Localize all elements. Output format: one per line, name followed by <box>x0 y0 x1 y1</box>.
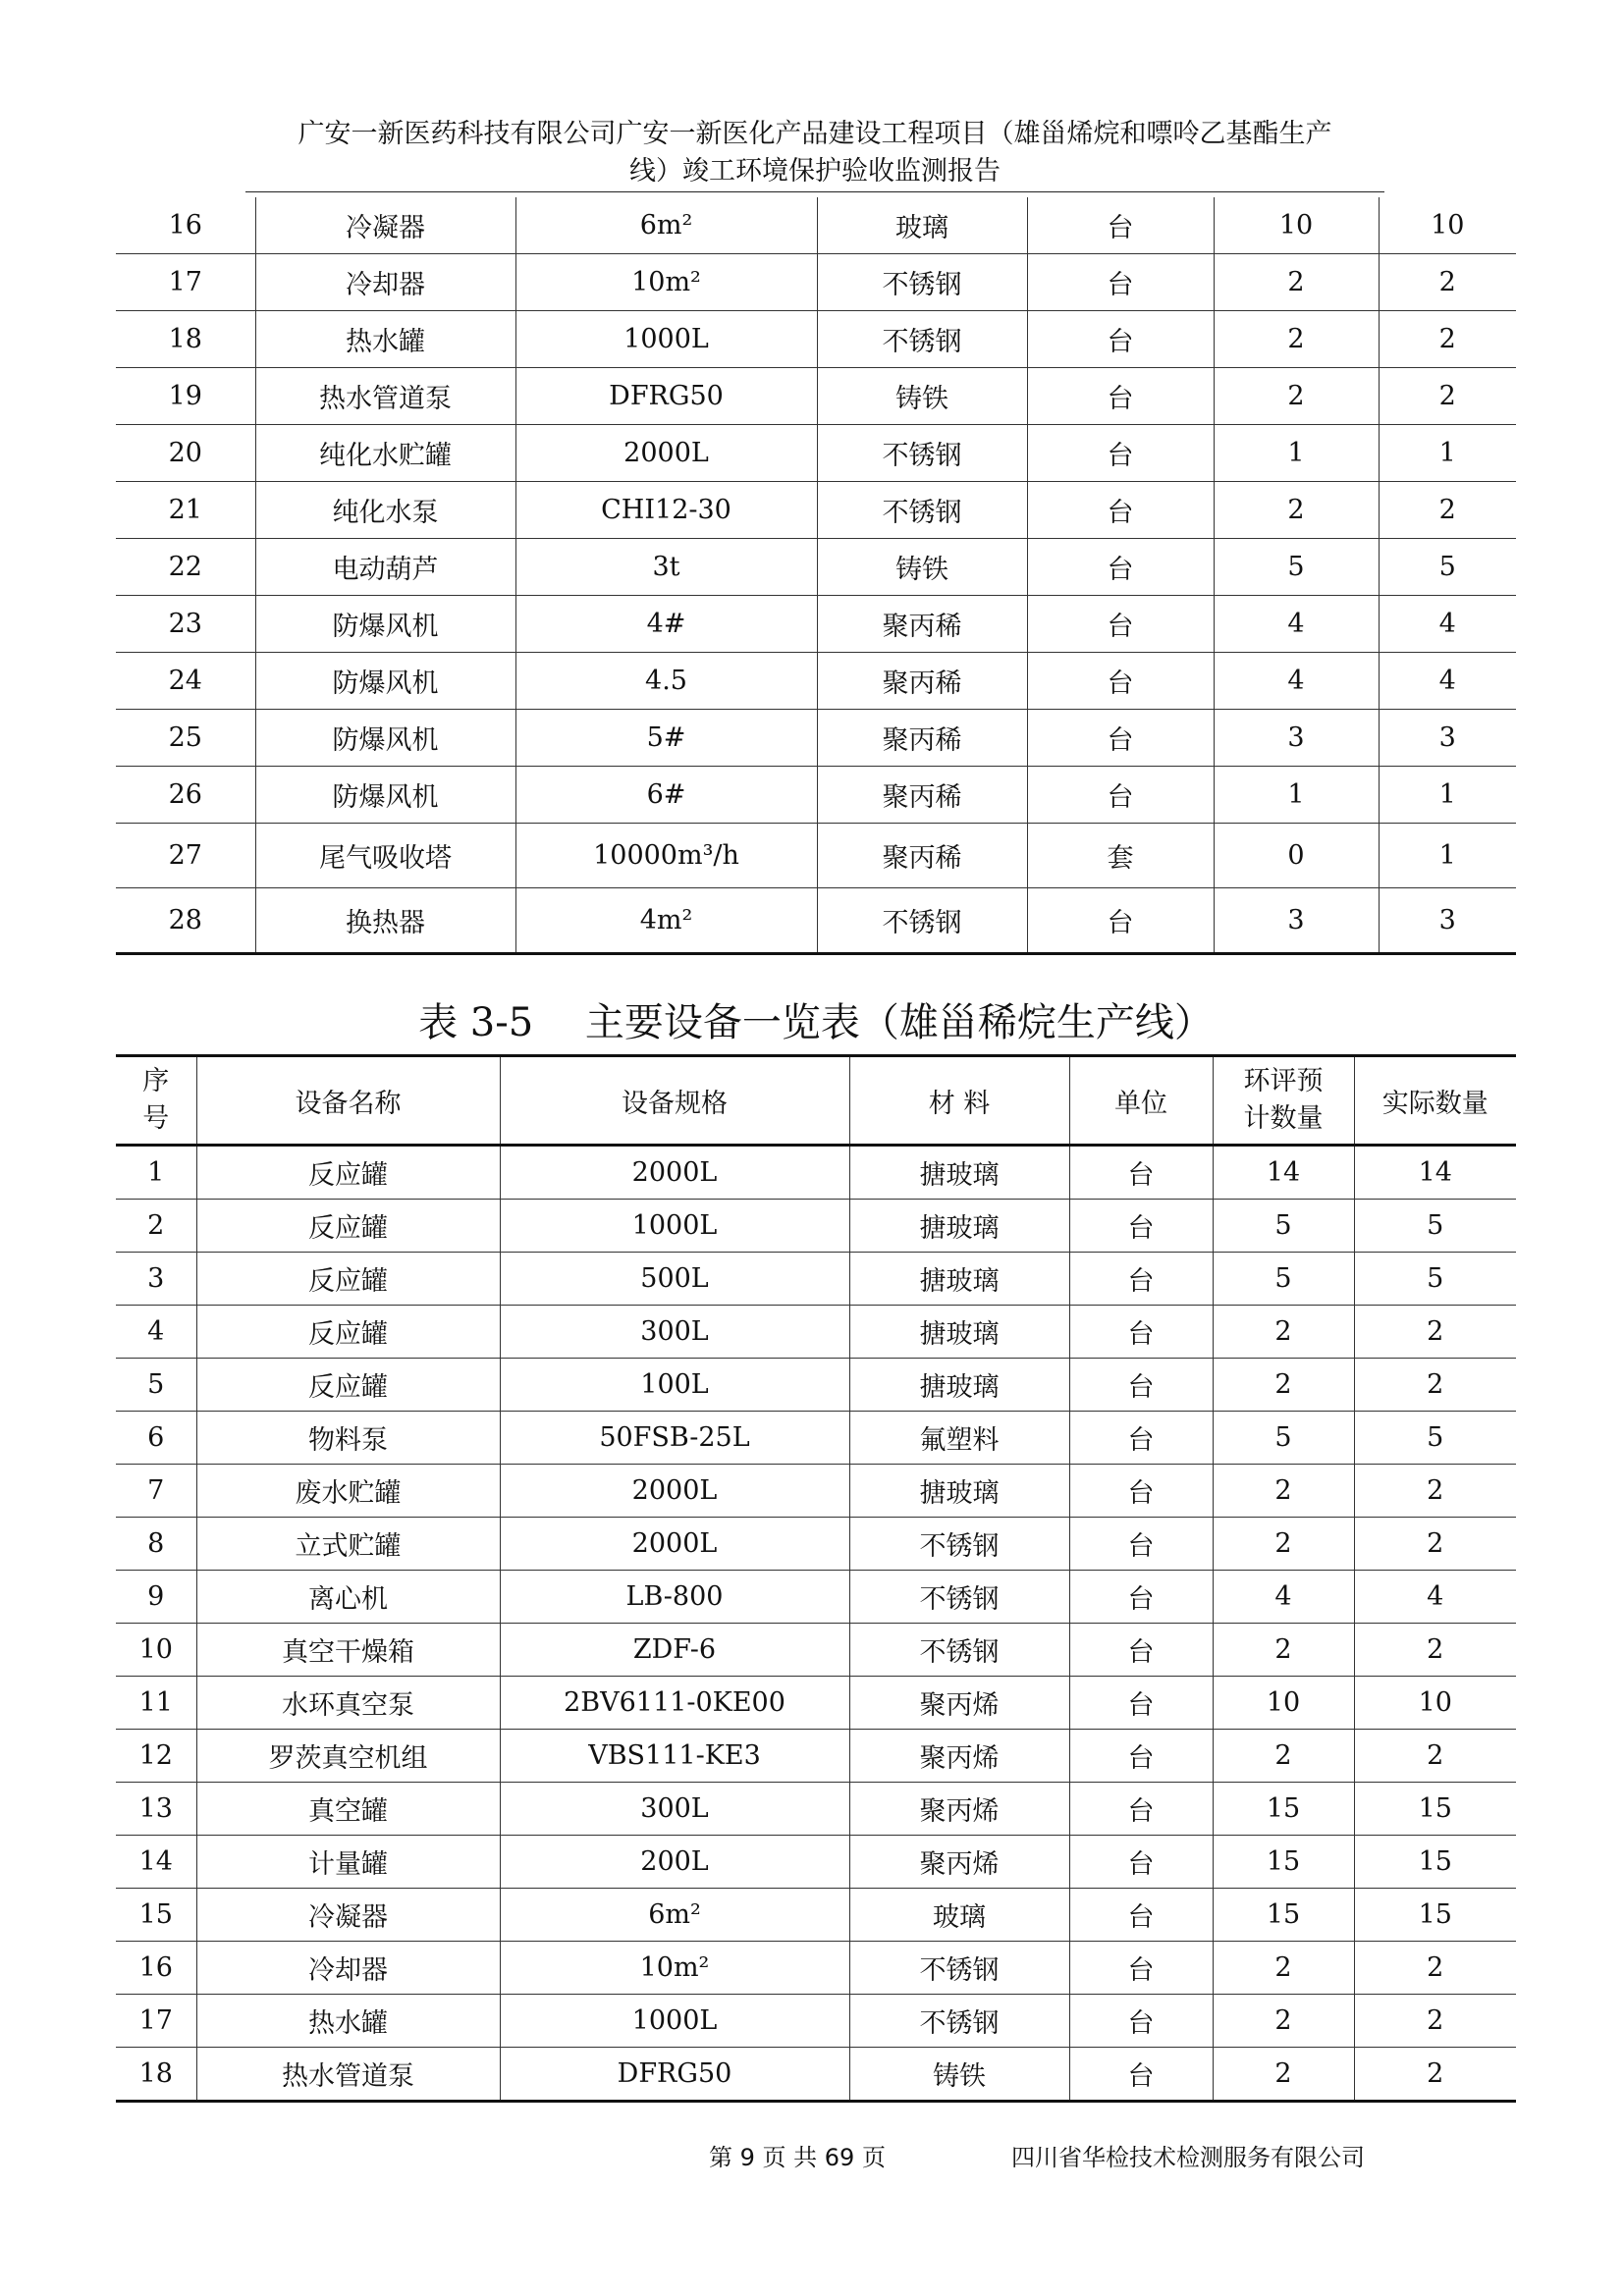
actual-quantity-cell: 15 <box>1354 1783 1516 1836</box>
actual-quantity-cell: 2 <box>1354 1995 1516 2048</box>
material-cell: 不锈钢 <box>817 425 1027 482</box>
table-row <box>116 1518 1516 1571</box>
material-cell: 氟塑料 <box>849 1412 1069 1465</box>
material-cell: 聚丙烯 <box>849 1783 1069 1836</box>
table-row <box>116 1995 1516 2048</box>
header-line-2: 线）竣工环境保护验收监测报告 <box>629 156 1001 187</box>
table-row <box>116 368 1516 425</box>
device-spec-cell: 3t <box>515 539 817 596</box>
row-number-cell: 25 <box>116 710 255 767</box>
actual-quantity-cell: 2 <box>1354 1518 1516 1571</box>
unit-cell: 台 <box>1027 482 1214 539</box>
unit-cell: 台 <box>1027 425 1214 482</box>
header-cell: 单位 <box>1069 1056 1213 1146</box>
planned-quantity-cell: 5 <box>1213 1200 1354 1253</box>
row-number-cell: 16 <box>116 197 255 254</box>
device-spec-cell: DFRG50 <box>500 2048 849 2102</box>
row-number-cell: 13 <box>116 1783 196 1836</box>
device-name-cell: 冷却器 <box>196 1942 500 1995</box>
material-cell: 不锈钢 <box>817 888 1027 954</box>
unit-cell: 台 <box>1069 1677 1213 1730</box>
planned-quantity-cell: 15 <box>1213 1836 1354 1889</box>
row-number-cell: 15 <box>116 1889 196 1942</box>
planned-quantity-cell: 10 <box>1214 197 1379 254</box>
planned-quantity-cell: 1 <box>1214 425 1379 482</box>
material-cell: 铸铁 <box>849 2048 1069 2102</box>
actual-quantity-cell: 2 <box>1354 1306 1516 1359</box>
device-name-cell: 反应罐 <box>196 1146 500 1200</box>
table-row <box>116 1306 1516 1359</box>
unit-cell: 台 <box>1069 1942 1213 1995</box>
material-cell: 聚丙稀 <box>817 824 1027 888</box>
actual-quantity-cell: 4 <box>1379 653 1516 710</box>
device-name-cell: 真空罐 <box>196 1783 500 1836</box>
actual-quantity-cell: 3 <box>1379 888 1516 954</box>
planned-quantity-cell: 5 <box>1213 1412 1354 1465</box>
device-name-cell: 离心机 <box>196 1571 500 1624</box>
row-number-cell: 10 <box>116 1624 196 1677</box>
device-spec-cell: 10m² <box>515 254 817 311</box>
planned-quantity-cell: 15 <box>1213 1889 1354 1942</box>
unit-cell: 台 <box>1027 539 1214 596</box>
material-cell: 聚丙烯 <box>849 1836 1069 1889</box>
unit-cell: 台 <box>1069 1359 1213 1412</box>
planned-quantity-cell: 1 <box>1214 767 1379 824</box>
unit-cell: 台 <box>1069 1889 1213 1942</box>
actual-quantity-cell: 2 <box>1354 1730 1516 1783</box>
row-number-cell: 18 <box>116 311 255 368</box>
planned-quantity-cell: 3 <box>1214 888 1379 954</box>
device-spec-cell: ZDF-6 <box>500 1624 849 1677</box>
planned-quantity-cell: 2 <box>1213 1730 1354 1783</box>
row-number-cell: 17 <box>116 1995 196 2048</box>
table-row <box>116 824 1516 888</box>
table-row <box>116 1677 1516 1730</box>
device-name-cell: 冷凝器 <box>255 197 515 254</box>
planned-quantity-cell: 2 <box>1213 1465 1354 1518</box>
row-number-cell: 4 <box>116 1306 196 1359</box>
actual-quantity-cell: 3 <box>1379 710 1516 767</box>
planned-quantity-cell: 2 <box>1214 482 1379 539</box>
actual-quantity-cell: 10 <box>1354 1677 1516 1730</box>
device-spec-cell: 6m² <box>500 1889 849 1942</box>
material-cell: 不锈钢 <box>817 311 1027 368</box>
actual-quantity-cell: 14 <box>1354 1146 1516 1200</box>
table-row <box>116 1412 1516 1465</box>
device-name-cell: 热水罐 <box>196 1995 500 2048</box>
material-cell: 铸铁 <box>817 539 1027 596</box>
planned-quantity-cell: 10 <box>1213 1677 1354 1730</box>
device-spec-cell: 1000L <box>500 1995 849 2048</box>
actual-quantity-cell: 2 <box>1354 1465 1516 1518</box>
material-cell: 不锈钢 <box>817 254 1027 311</box>
company-name: 四川省华检技术检测服务有限公司 <box>1011 2144 1365 2171</box>
device-name-cell: 计量罐 <box>196 1836 500 1889</box>
row-number-cell: 16 <box>116 1942 196 1995</box>
actual-quantity-cell: 2 <box>1379 254 1516 311</box>
header-cell: 材 料 <box>849 1056 1069 1146</box>
table-row <box>116 311 1516 368</box>
actual-quantity-cell: 15 <box>1354 1889 1516 1942</box>
planned-quantity-cell: 2 <box>1213 1518 1354 1571</box>
table-row <box>116 710 1516 767</box>
row-number-cell: 7 <box>116 1465 196 1518</box>
device-spec-cell: 2000L <box>500 1518 849 1571</box>
material-cell: 玻璃 <box>849 1889 1069 1942</box>
table-row <box>116 1836 1516 1889</box>
device-spec-cell: 4m² <box>515 888 817 954</box>
row-number-cell: 17 <box>116 254 255 311</box>
table-title: 表 3-5 主要设备一览表（雄甾稀烷生产线） <box>418 1000 1214 1045</box>
planned-quantity-cell: 4 <box>1214 653 1379 710</box>
unit-cell: 台 <box>1069 1412 1213 1465</box>
device-name-cell: 尾气吸收塔 <box>255 824 515 888</box>
unit-cell: 台 <box>1069 1571 1213 1624</box>
actual-quantity-cell: 5 <box>1354 1253 1516 1306</box>
table-row <box>116 1200 1516 1253</box>
device-name-cell: 反应罐 <box>196 1306 500 1359</box>
table-row <box>116 197 1516 254</box>
row-number-cell: 9 <box>116 1571 196 1624</box>
planned-quantity-cell: 5 <box>1213 1253 1354 1306</box>
table-row <box>116 1942 1516 1995</box>
row-number-cell: 28 <box>116 888 255 954</box>
planned-quantity-cell: 2 <box>1213 1995 1354 2048</box>
unit-cell: 台 <box>1069 1146 1213 1200</box>
device-spec-cell: 1000L <box>500 1200 849 1253</box>
unit-cell: 台 <box>1069 1783 1213 1836</box>
table-row <box>116 596 1516 653</box>
unit-cell: 台 <box>1027 197 1214 254</box>
device-spec-cell: 2000L <box>515 425 817 482</box>
device-spec-cell: LB-800 <box>500 1571 849 1624</box>
equipment-table-continued <box>116 197 1516 955</box>
planned-quantity-cell: 3 <box>1214 710 1379 767</box>
actual-quantity-cell: 2 <box>1354 2048 1516 2102</box>
material-cell: 聚丙稀 <box>817 653 1027 710</box>
material-cell: 玻璃 <box>817 197 1027 254</box>
actual-quantity-cell: 10 <box>1379 197 1516 254</box>
device-spec-cell: 300L <box>500 1783 849 1836</box>
material-cell: 搪玻璃 <box>849 1306 1069 1359</box>
actual-quantity-cell: 1 <box>1379 767 1516 824</box>
table-row <box>116 888 1516 954</box>
material-cell: 聚丙烯 <box>849 1730 1069 1783</box>
row-number-cell: 19 <box>116 368 255 425</box>
actual-quantity-cell: 4 <box>1354 1571 1516 1624</box>
actual-quantity-cell: 2 <box>1354 1624 1516 1677</box>
table-row <box>116 767 1516 824</box>
actual-quantity-cell: 2 <box>1379 368 1516 425</box>
device-name-cell: 纯化水贮罐 <box>255 425 515 482</box>
device-name-cell: 立式贮罐 <box>196 1518 500 1571</box>
material-cell: 聚丙稀 <box>817 767 1027 824</box>
device-spec-cell: 200L <box>500 1836 849 1889</box>
actual-quantity-cell: 2 <box>1354 1942 1516 1995</box>
device-name-cell: 电动葫芦 <box>255 539 515 596</box>
row-number-cell: 14 <box>116 1836 196 1889</box>
material-cell: 聚丙稀 <box>817 710 1027 767</box>
device-name-cell: 热水管道泵 <box>255 368 515 425</box>
unit-cell: 台 <box>1069 1995 1213 2048</box>
device-name-cell: 冷凝器 <box>196 1889 500 1942</box>
table-row <box>116 539 1516 596</box>
unit-cell: 台 <box>1069 1253 1213 1306</box>
material-cell: 不锈钢 <box>817 482 1027 539</box>
unit-cell: 台 <box>1027 596 1214 653</box>
device-name-cell: 真空干燥箱 <box>196 1624 500 1677</box>
unit-cell: 台 <box>1027 653 1214 710</box>
header-cell: 实际数量 <box>1354 1056 1516 1146</box>
material-cell: 聚丙稀 <box>817 596 1027 653</box>
equipment-table <box>116 1054 1516 2103</box>
unit-cell: 台 <box>1069 1730 1213 1783</box>
device-name-cell: 反应罐 <box>196 1359 500 1412</box>
device-name-cell: 反应罐 <box>196 1200 500 1253</box>
unit-cell: 台 <box>1069 1465 1213 1518</box>
unit-cell: 台 <box>1069 1836 1213 1889</box>
device-spec-cell: VBS111-KE3 <box>500 1730 849 1783</box>
table-row <box>116 1571 1516 1624</box>
planned-quantity-cell: 2 <box>1214 254 1379 311</box>
actual-quantity-cell: 5 <box>1354 1200 1516 1253</box>
table-row <box>116 1730 1516 1783</box>
table-row <box>116 653 1516 710</box>
unit-cell: 台 <box>1027 888 1214 954</box>
header-line-1: 广安一新医药科技有限公司广安一新医化产品建设工程项目（雄甾烯烷和嘌呤乙基酯生产 <box>298 119 1332 149</box>
page-number: 第 9 页 共 69 页 <box>709 2144 886 2171</box>
actual-quantity-cell: 5 <box>1379 539 1516 596</box>
row-number-cell: 23 <box>116 596 255 653</box>
table-row <box>116 2048 1516 2102</box>
row-number-cell: 2 <box>116 1200 196 1253</box>
row-number-cell: 6 <box>116 1412 196 1465</box>
table-row <box>116 1889 1516 1942</box>
planned-quantity-cell: 5 <box>1214 539 1379 596</box>
material-cell: 铸铁 <box>817 368 1027 425</box>
planned-quantity-cell: 4 <box>1214 596 1379 653</box>
header-cell: 设备规格 <box>500 1056 849 1146</box>
actual-quantity-cell: 1 <box>1379 824 1516 888</box>
device-spec-cell: 2000L <box>500 1146 849 1200</box>
row-number-cell: 3 <box>116 1253 196 1306</box>
actual-quantity-cell: 1 <box>1379 425 1516 482</box>
row-number-cell: 24 <box>116 653 255 710</box>
header-cell: 序号 <box>116 1056 196 1146</box>
page-header <box>245 116 1384 190</box>
row-number-cell: 5 <box>116 1359 196 1412</box>
table-row <box>116 425 1516 482</box>
row-number-cell: 18 <box>116 2048 196 2102</box>
device-spec-cell: 2000L <box>500 1465 849 1518</box>
material-cell: 搪玻璃 <box>849 1359 1069 1412</box>
material-cell: 不锈钢 <box>849 1518 1069 1571</box>
header-cell: 环评预计数量 <box>1213 1056 1354 1146</box>
device-spec-cell: 50FSB-25L <box>500 1412 849 1465</box>
planned-quantity-cell: 15 <box>1213 1783 1354 1836</box>
device-spec-cell: 10m² <box>500 1942 849 1995</box>
device-spec-cell: 300L <box>500 1306 849 1359</box>
unit-cell: 台 <box>1069 1306 1213 1359</box>
material-cell: 搪玻璃 <box>849 1146 1069 1200</box>
row-number-cell: 12 <box>116 1730 196 1783</box>
row-number-cell: 1 <box>116 1146 196 1200</box>
actual-quantity-cell: 5 <box>1354 1412 1516 1465</box>
planned-quantity-cell: 2 <box>1213 1359 1354 1412</box>
device-spec-cell: DFRG50 <box>515 368 817 425</box>
material-cell: 聚丙烯 <box>849 1677 1069 1730</box>
row-number-cell: 11 <box>116 1677 196 1730</box>
device-name-cell: 换热器 <box>255 888 515 954</box>
planned-quantity-cell: 2 <box>1213 1624 1354 1677</box>
table-row <box>116 1146 1516 1200</box>
device-name-cell: 废水贮罐 <box>196 1465 500 1518</box>
planned-quantity-cell: 2 <box>1213 1306 1354 1359</box>
header-cell: 设备名称 <box>196 1056 500 1146</box>
actual-quantity-cell: 2 <box>1379 311 1516 368</box>
planned-quantity-cell: 4 <box>1213 1571 1354 1624</box>
unit-cell: 台 <box>1027 767 1214 824</box>
table-row <box>116 482 1516 539</box>
unit-cell: 台 <box>1027 254 1214 311</box>
row-number-cell: 8 <box>116 1518 196 1571</box>
planned-quantity-cell: 2 <box>1213 2048 1354 2102</box>
device-spec-cell: 6# <box>515 767 817 824</box>
material-cell: 不锈钢 <box>849 1624 1069 1677</box>
row-number-cell: 26 <box>116 767 255 824</box>
actual-quantity-cell: 2 <box>1354 1359 1516 1412</box>
device-spec-cell: 4# <box>515 596 817 653</box>
device-spec-cell: 5# <box>515 710 817 767</box>
device-spec-cell: 1000L <box>515 311 817 368</box>
table-row <box>116 254 1516 311</box>
row-number-cell: 27 <box>116 824 255 888</box>
material-cell: 不锈钢 <box>849 1571 1069 1624</box>
device-name-cell: 罗茨真空机组 <box>196 1730 500 1783</box>
planned-quantity-cell: 2 <box>1213 1942 1354 1995</box>
device-name-cell: 防爆风机 <box>255 596 515 653</box>
material-cell: 不锈钢 <box>849 1942 1069 1995</box>
material-cell: 搪玻璃 <box>849 1200 1069 1253</box>
device-name-cell: 纯化水泵 <box>255 482 515 539</box>
table-row <box>116 1624 1516 1677</box>
table-row <box>116 1359 1516 1412</box>
device-name-cell: 热水管道泵 <box>196 2048 500 2102</box>
table-row <box>116 1783 1516 1836</box>
row-number-cell: 20 <box>116 425 255 482</box>
device-spec-cell: CHI12-30 <box>515 482 817 539</box>
material-cell: 搪玻璃 <box>849 1465 1069 1518</box>
actual-quantity-cell: 4 <box>1379 596 1516 653</box>
device-spec-cell: 2BV6111-0KE00 <box>500 1677 849 1730</box>
device-spec-cell: 6m² <box>515 197 817 254</box>
device-spec-cell: 500L <box>500 1253 849 1306</box>
planned-quantity-cell: 14 <box>1213 1146 1354 1200</box>
unit-cell: 套 <box>1027 824 1214 888</box>
device-name-cell: 防爆风机 <box>255 710 515 767</box>
planned-quantity-cell: 2 <box>1214 368 1379 425</box>
device-name-cell: 水环真空泵 <box>196 1677 500 1730</box>
unit-cell: 台 <box>1069 1518 1213 1571</box>
actual-quantity-cell: 15 <box>1354 1836 1516 1889</box>
device-name-cell: 冷却器 <box>255 254 515 311</box>
planned-quantity-cell: 0 <box>1214 824 1379 888</box>
device-name-cell: 防爆风机 <box>255 653 515 710</box>
row-number-cell: 21 <box>116 482 255 539</box>
header-rule <box>245 191 1384 192</box>
planned-quantity-cell: 2 <box>1214 311 1379 368</box>
material-cell: 不锈钢 <box>849 1995 1069 2048</box>
unit-cell: 台 <box>1069 1624 1213 1677</box>
device-name-cell: 物料泵 <box>196 1412 500 1465</box>
unit-cell: 台 <box>1027 368 1214 425</box>
device-name-cell: 热水罐 <box>255 311 515 368</box>
material-cell: 搪玻璃 <box>849 1253 1069 1306</box>
table-header-row <box>116 1056 1516 1146</box>
device-spec-cell: 100L <box>500 1359 849 1412</box>
unit-cell: 台 <box>1027 710 1214 767</box>
device-spec-cell: 4.5 <box>515 653 817 710</box>
device-name-cell: 防爆风机 <box>255 767 515 824</box>
unit-cell: 台 <box>1069 2048 1213 2102</box>
unit-cell: 台 <box>1069 1200 1213 1253</box>
table-row <box>116 1253 1516 1306</box>
device-name-cell: 反应罐 <box>196 1253 500 1306</box>
row-number-cell: 22 <box>116 539 255 596</box>
device-spec-cell: 10000m³/h <box>515 824 817 888</box>
unit-cell: 台 <box>1027 311 1214 368</box>
table-row <box>116 1465 1516 1518</box>
actual-quantity-cell: 2 <box>1379 482 1516 539</box>
